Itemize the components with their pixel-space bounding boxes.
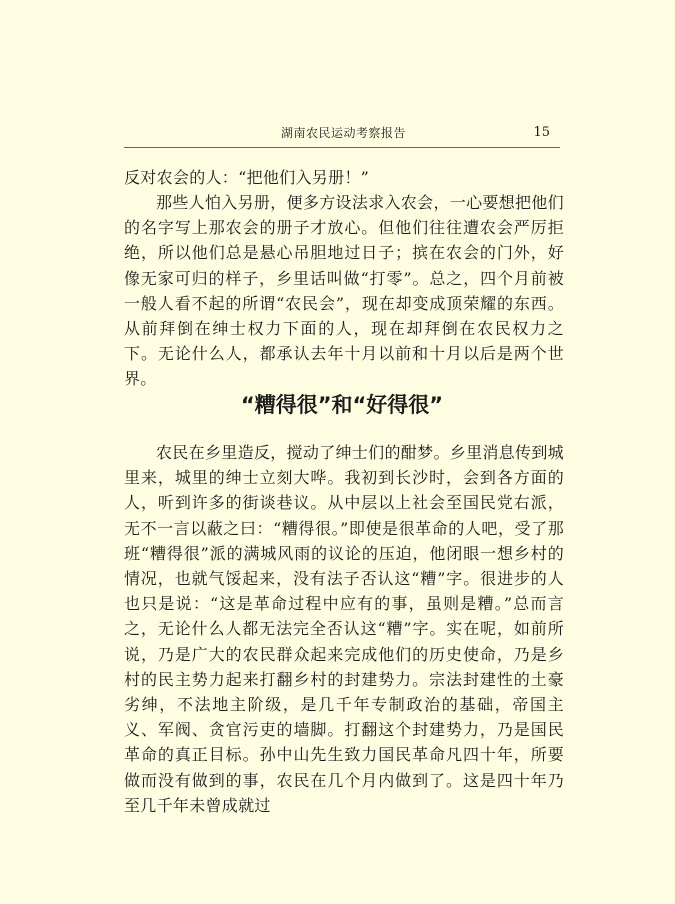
paragraph-opening-line: 反对农会的人：“把他们入另册！”	[124, 168, 370, 187]
paragraph-peasant-revolt: 农民在乡里造反，搅动了绅士们的酣梦。乡里消息传到城里来，城里的绅士立刻大哗。我初到长沙时，会到各方面的人，听到许多的街谈巷议。从中层以上社会至国民党右派，无不一言以蔽之曰：“糟得很。”即使是很革命的人吧，受了那班“糟得很”派的满城风雨的议论的压迫，他闭眼一想乡村的情况，也就气馁起来，没有法子否认这“糟”字。很进步的人也只是说：“这是革命过程中应有的事，虽则是糟。”总而言之，无论什么人都无法完全否认这“糟”字。实在呢，如前所说，乃是广大的农民群众起来完成他们的历史使命，乃是乡村的民主势力起来打翻乡村的封建势力。宗法封建性的土豪劣绅，不法地主阶级，是几千年专制政治的基础，帝国主义、军阀、贪官污吏的墙脚。打翻这个封建势力，乃是国民革命的真正目标。孙中山先生致力国民革命凡四十年，所要做而没有做到的事，农民在几个月内做到了。这是四十年乃至几千年未曾成就过	[124, 443, 564, 815]
section-heading: “糟得很”和“好得很”	[240, 393, 444, 417]
header-divider	[124, 147, 560, 148]
page-number: 15	[533, 125, 550, 140]
running-header-title: 湖南农民运动考察报告	[281, 126, 407, 140]
running-header	[124, 124, 560, 146]
paragraph-enrollment: 那些人怕入另册，便多方设法求入农会，一心要想把他们的名字写上那农会的册子才放心。但他们往往遭农会严厉拒绝，所以他们总是悬心吊胆地过日子；摈在农会的门外，好像无家可归的样子，乡里话叫做“打零”。总之，四个月前被一般人看不起的所谓“农民会”，现在却变成顶荣耀的东西。从前拜倒在绅士权力下面的人，现在却拜倒在农民权力之下。无论什么人，都承认去年十月以前和十月以后是两个世界。	[124, 193, 564, 389]
